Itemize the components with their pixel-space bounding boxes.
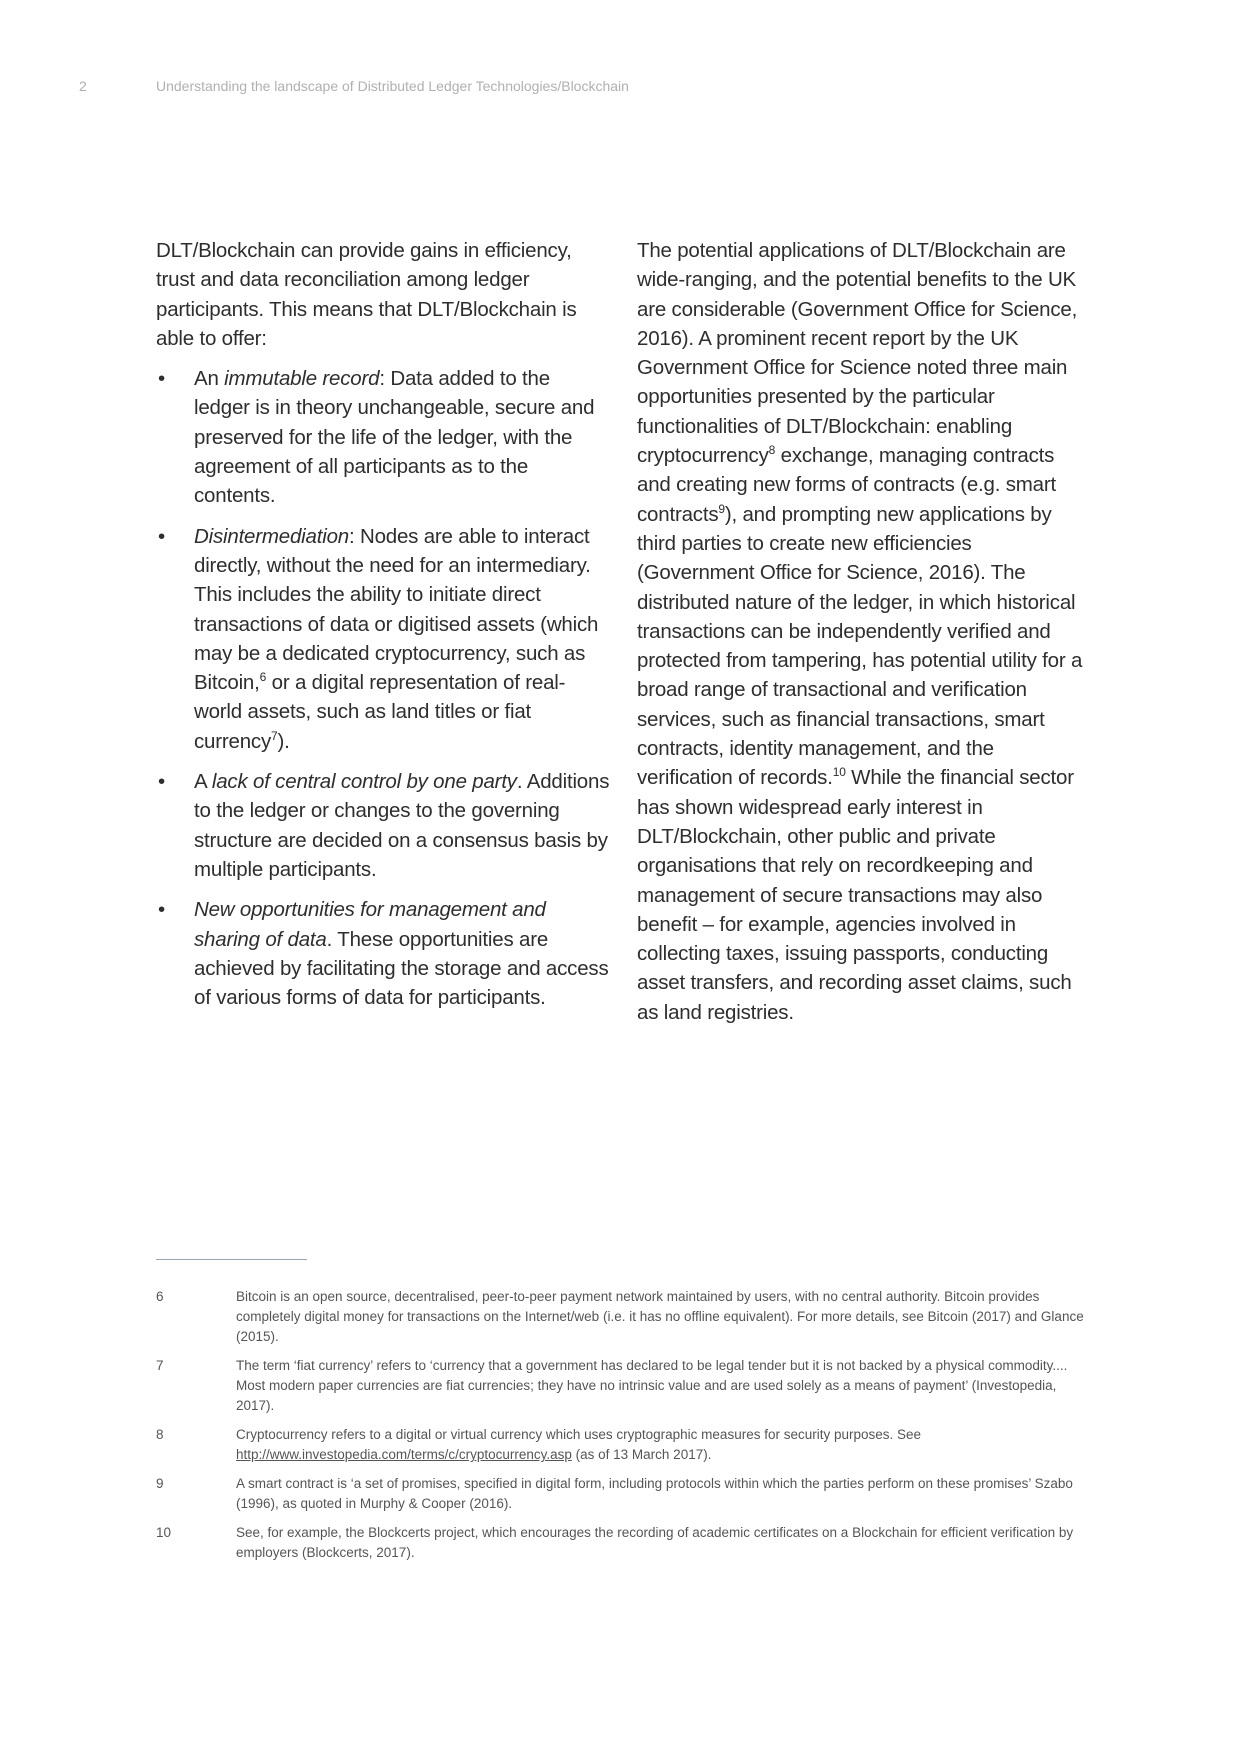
text: or a digital representation of real-world assets, such as land titles or fiat currency: [194, 671, 566, 753]
list-item: [156, 364, 611, 510]
emphasis: lack of central control by one party: [211, 770, 517, 794]
emphasis: New opportunities for management and sharing of data: [194, 898, 546, 951]
footnote-ref[interactable]: 6: [259, 670, 267, 685]
bullet-icon: •: [158, 898, 165, 922]
emphasis: Disintermediation: [194, 524, 349, 548]
footnote-number: 7: [156, 1358, 164, 1373]
footnote-ref[interactable]: 8: [768, 443, 776, 458]
page-number: 2: [79, 78, 87, 94]
footnote-text: Bitcoin is an open source, decentralised, peer-to-peer payment network maintained by users, with no central authority. Bitcoin provides completely digital money for transactions on the Internet/web (i.e. it has no offline equivalent). For more details, see Bitcoin (2017) and Glance (2015).: [236, 1289, 1084, 1344]
footnote-number: 10: [156, 1525, 172, 1540]
bullet-icon: •: [158, 367, 165, 391]
text: The potential applications of DLT/Blockchain are wide-ranging, and the potential benefits to the UK are considerable (Government Office for Science, 2016). A prominent recent report by the UK Government Office for Science noted three main opportunities presented by the particular functionalities of DLT/Blockchain: enabling cryptocurrency: [637, 239, 1078, 468]
footnote: [156, 1425, 1086, 1465]
footnote-ref[interactable]: 9: [718, 501, 725, 516]
footnote-text: Cryptocurrency refers to a digital or virtual currency which uses cryptographic measures for security purposes. See: [236, 1427, 922, 1442]
footnote-number: 6: [156, 1289, 164, 1304]
text: : Data added to the ledger is in theory unchangeable, secure and preserved for the life of the ledger, with the agreement of all participants as to the contents.: [194, 367, 595, 508]
footnote: [156, 1356, 1086, 1416]
benefits-list: [156, 364, 611, 1012]
footnote-number: 8: [156, 1427, 164, 1442]
footnote-text: A smart contract is ‘a set of promises, specified in digital form, including protocols within which the parties perform on these promises’ Szabo (1996), as quoted in Murphy & Cooper (2016).: [236, 1476, 1073, 1511]
left-column: [156, 236, 611, 1023]
text: exchange, managing contracts and creating new forms of contracts (e.g. smart contracts: [637, 444, 1056, 526]
list-item: [156, 767, 611, 884]
text: An: [194, 367, 225, 391]
footnote-text: See, for example, the Blockcerts project, which encourages the recording of academic certificates on a Blockchain for efficient verification by employers (Blockcerts, 2017).: [236, 1525, 1074, 1560]
text: . Additions to the ledger or changes to the governing structure are decided on a consensus basis by multiple participants.: [194, 770, 610, 881]
bullet-icon: •: [158, 524, 165, 548]
footnote-text: The term ‘fiat currency’ refers to ‘currency that a government has declared to be legal tender but it is not backed by a physical commodity.... Most modern paper currencies are fiat currencies; they have no intrinsic value and are used solely as a means of payment’ (Investopedia, 2017).: [236, 1358, 1068, 1413]
body-paragraph: [637, 236, 1092, 1027]
bullet-icon: •: [158, 770, 165, 794]
text: A: [194, 770, 212, 794]
text: While the financial sector has shown widespread early interest in DLT/Blockchain, other public and private organisations that rely on recordkeeping and management of secure transactions may also benefit – for example, agencies involved in collecting taxes, issuing passports, conducting asset transfers, and recording asset claims, such as land registries.: [637, 766, 1074, 1024]
footnote: [156, 1287, 1086, 1347]
footnote: [156, 1523, 1086, 1563]
footnote-text: (as of 13 March 2017).: [571, 1447, 712, 1462]
text: ), and prompting new applications by third parties to create new efficiencies (Government Office for Science, 2016). The distributed nature of the ledger, in which historical transactions can be independently verified and protected from tampering, has potential utility for a broad range of transactional and verification services, such as financial transactions, smart contracts, identity management, and the verification of records.: [637, 502, 1083, 790]
footnote-ref[interactable]: 10: [832, 765, 846, 780]
footnote-ref[interactable]: 7: [271, 728, 278, 743]
running-title: Understanding the landscape of Distributed Ledger Technologies/Blockchain: [156, 78, 629, 94]
right-column: [637, 236, 1092, 1038]
text: ).: [277, 729, 290, 753]
footnote-divider: [156, 1259, 307, 1260]
list-item: [156, 522, 611, 756]
footnote: [156, 1474, 1086, 1514]
intro-paragraph: DLT/Blockchain can provide gains in efficiency, trust and data reconciliation among ledger participants. This means that DLT/Blockchain is able to offer:: [156, 239, 577, 350]
footnotes: [156, 1287, 1086, 1572]
footnote-body: [236, 1425, 1086, 1465]
text: : Nodes are able to interact directly, without the need for an intermediary. This includes the ability to initiate direct transactions of data or digitised assets (which may be a dedicated cryptocurrency, such as Bitcoin,: [194, 524, 599, 695]
text: . These opportunities are achieved by facilitating the storage and access of various forms of data for participants.: [194, 927, 609, 1010]
investopedia-link[interactable]: http://www.investopedia.com/terms/c/cryptocurrency.asp: [236, 1447, 572, 1462]
footnote-number: 9: [156, 1476, 164, 1491]
emphasis: immutable record: [224, 367, 380, 391]
list-item: [156, 895, 611, 1012]
